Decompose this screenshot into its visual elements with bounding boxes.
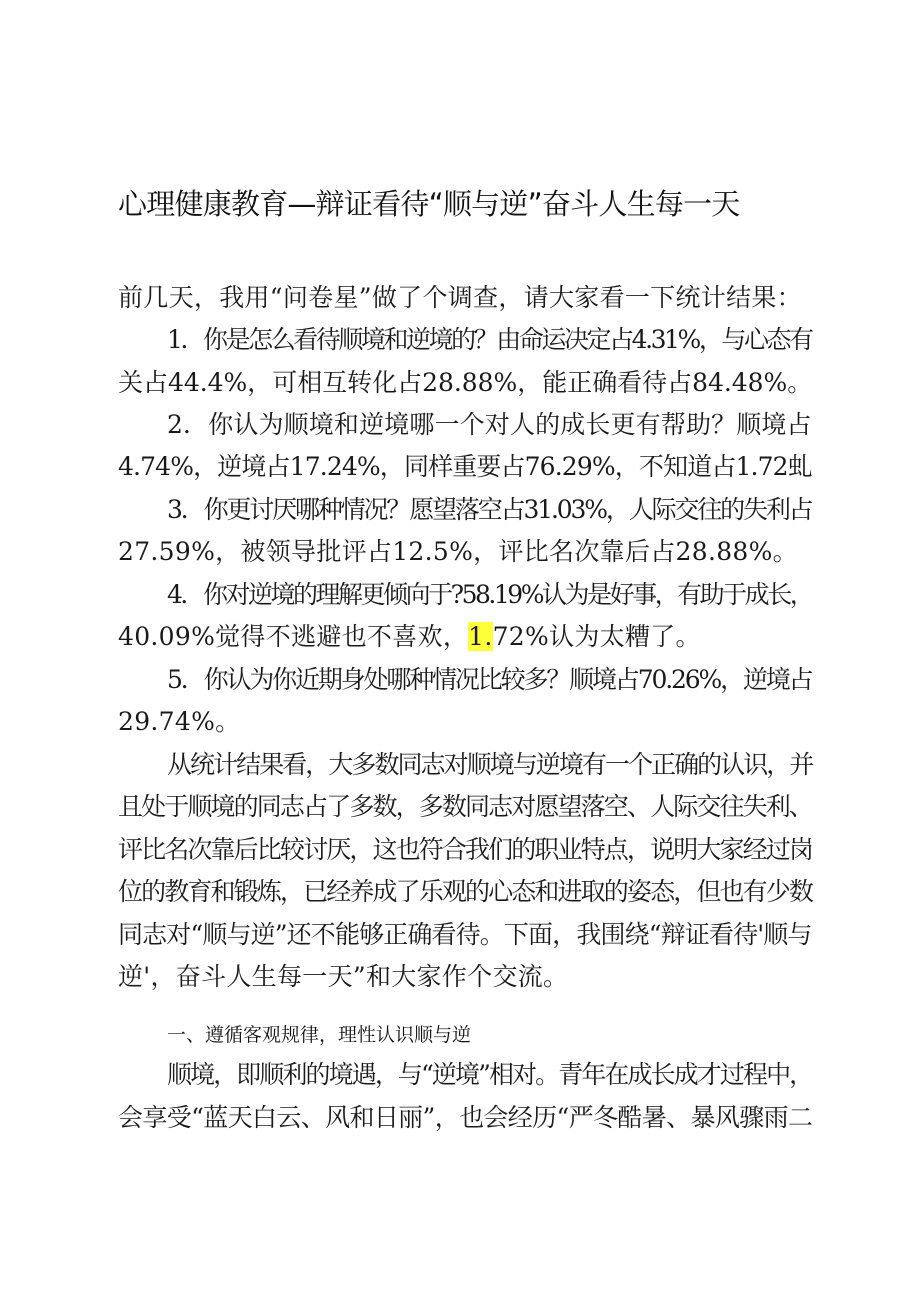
- section-1-heading: 一、遵循客观规律，理性认识顺与逆: [167, 1024, 472, 1046]
- survey-item-1-line-2: 关占44.4%，可相互转化占28.88%，能正确看待占84.48%。: [118, 368, 813, 397]
- survey-item-4-line-1: 4．你对逆境的理解更倾向于?58.19%认为是好事，有助于成长，: [167, 580, 813, 609]
- survey-item-2-line-2: 4.74%，逆境占17.24%，同样重要占76.29%，不知道占1.72虬: [118, 452, 812, 481]
- paragraph-1-line-3: 评比名次靠后比较讨厌，这也符合我们的职业特点，说明大家经过岗: [118, 835, 813, 864]
- survey-item-3-line-2: 27.59%，被领导批评占12.5%，评比名次靠后占28.88%。: [118, 537, 798, 566]
- survey-item-4-text-b: 72%认为太糟了。: [492, 622, 701, 651]
- survey-item-5-line-1: 5．你认为你近期身处哪种情况比较多？顺境占70.26%，逆境占: [167, 665, 812, 694]
- paragraph-2-line-2: 会享受“蓝天白云、风和日丽”，也会经历“严冬酷暑、暴风骤雨二: [118, 1103, 813, 1132]
- survey-item-3-line-1: 3．你更讨厌哪种情况？愿望落空占31.03%，人际交往的失利占: [167, 495, 812, 524]
- paragraph-1-line-5: 同志对“顺与逆”还不能够正确看待。下面，我围绕“辩证看待'顺与: [118, 920, 812, 949]
- paragraph-1-line-6: 逆'，奋斗人生每一天”和大家作个交流。: [118, 962, 569, 991]
- intro-paragraph: 前几天，我用“问卷星”做了个调查，请大家看一下统计结果：: [118, 283, 802, 312]
- survey-item-2-line-1: 2．你认为顺境和逆境哪一个对人的成长更有帮助？顺境占: [167, 410, 812, 439]
- survey-item-1-line-1: 1．你是怎么看待顺境和逆境的？由命运决定占4.31%，与心态有: [167, 325, 812, 354]
- survey-item-4-line-2: [118, 622, 701, 652]
- survey-item-4-text-a: 40.09%觉得不逃避也不喜欢，: [118, 622, 469, 651]
- highlighted-text: 1.: [468, 622, 493, 651]
- document-title: 心理健康教育—辩证看待“顺与逆”奋斗人生每一天: [118, 187, 740, 221]
- paragraph-2-line-1: 顺境，即顺利的境遇，与“逆境”相对。青年在成长成才过程中，: [167, 1060, 813, 1089]
- paragraph-1-line-1: 从统计结果看，大多数同志对顺境与逆境有一个正确的认识，并: [167, 750, 813, 779]
- paragraph-1-line-4: 位的教育和锻炼，已经养成了乐观的心态和进取的姿态，但也有少数: [118, 877, 813, 906]
- survey-item-5-line-2: 29.74%。: [118, 707, 241, 736]
- paragraph-1-line-2: 且处于顺境的同志占了多数，多数同志对愿望落空、人际交往失利、: [118, 792, 813, 821]
